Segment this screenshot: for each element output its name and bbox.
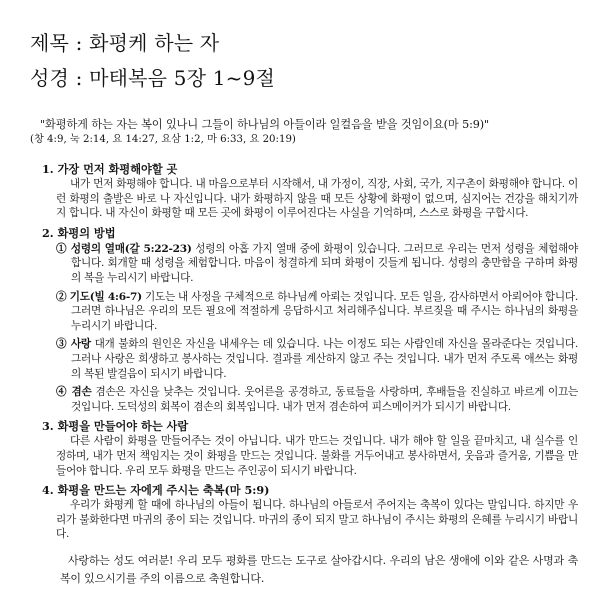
section-2 [30, 225, 578, 415]
method-text: 겸손은 자신을 낮추는 것입니다. 웃어른을 공경하고, 동료들을 사랑하며, 후배들을 진실하고 바르게 이끄는 것입니다. 도덕성의 회복이 겸손의 회복입니다. 내가 먼저 겸손하여 피스메이커가 되시기 바랍니다. [71, 386, 578, 413]
section-body: 내가 먼저 화평해야 합니다. 내 마음으로부터 시작해서, 내 가정이, 직장, 사회, 국가, 지구촌이 화평해야 합니다. 이런 화평의 출발은 바로 나 자신입니다. 내가 화평하지 않을 때 모든 상황에 화평이 없으며, 심지어는 건강을 해치기까지 합니다. 내 자신이 화평할 때 모든 곳에 화평이 이루어진다는 사실을 기억하며, 스스로 화평을 구합시다. [56, 178, 578, 220]
section-title: 4. 화평을 만드는 자에게 주시는 축복(마 5:9) [42, 483, 270, 498]
section-body: 우리가 화평케 할 때에 하나님의 아들이 됩니다. 하나님의 아들로서 주어지는 축복이 있다는 말입니다. 하지만 우리가 불화한다면 마귀의 종이 되는 것입니다. 마귀의 종이 되지 말고 하나님이 주시는 화평의 은혜를 누리시기 바랍니다. [56, 499, 578, 541]
sermon-title: 제목 : 화평케 하는 자 [30, 31, 220, 55]
section-title: 2. 화평의 방법 [42, 225, 116, 240]
method-label: ③ 사랑 [56, 338, 91, 351]
method-label: ② 기도(빌 4:6-7) [56, 290, 142, 303]
key-verse: "화평하게 하는 자는 복이 있나니 그들이 하나님의 아들이라 일컬음을 받을 것임이요(마 5:9)" [40, 118, 490, 131]
section-1 [30, 161, 578, 221]
section-body: 다른 사람이 화평을 만들어주는 것이 아닙니다. 내가 만드는 것입니다. 내가 해야 할 일을 끝마치고, 내 실수를 인정하며, 내가 먼저 책임지는 것이 화평을 만드는 것입니다. 불화를 거두어내고 봉사하면서, 웃음과 즐거움, 기쁨을 만들어야 합니다. 우리 모두 화평을 만드는 주인공이 되시기 바랍니다. [56, 435, 578, 477]
method-text: 기도는 내 사정을 구체적으로 하나님께 아뢰는 것입니다. 모든 일을, 감사하면서 아뢰어야 합니다. 그러면 하나님은 우리의 모든 필요에 적절하게 응답하시고 처리해주십니다. 부르짖을 때 주시는 하나님의 화평을 누리시기 바랍니다. [71, 290, 578, 332]
section-title: 1. 가장 먼저 화평해야할 곳 [42, 162, 178, 176]
closing-paragraph: 사랑하는 성도 여러분! 우리 모두 평화를 만드는 도구로 살아갑시다. 우리의 남은 생애에 이와 같은 사명과 축복이 있으시기를 주의 이름으로 축원합니다. [60, 553, 578, 585]
section-4 [30, 482, 578, 542]
method-item [56, 337, 578, 381]
cross-references: (창 4:9, 눅 2:14, 요 14:27, 요삼 1:2, 마 6:33, 요 20:19) [30, 134, 296, 145]
method-text: 대개 불화의 원인은 자신을 내세우는 데 있습니다. 나는 이정도 되는 사람인데 자신을 몰라준다는 것입니다. 그러나 사랑은 희생하고 봉사하는 것입니다. 결과를 계산하지 않고 주는 것입니다. 내가 먼저 주도록 애쓰는 화평의 복된 발걸음이 되시기 바랍니다. [71, 338, 579, 380]
method-text: 성령의 아홉 가지 열매 중에 화평이 있습니다. 그러므로 우리는 먼저 성령을 체험해야 합니다. 회개할 때 성령을 체험합니다. 마음이 청결하게 되며 화평이 깃들게 됩니다. 성령의 충만함을 구하며 화평의 복을 누리시기 바랍니다. [71, 242, 579, 284]
scripture-reference: 성경 : 마태복음 5장 1~9절 [30, 66, 276, 90]
method-item [56, 290, 578, 334]
method-item [56, 242, 578, 286]
method-label: ① 성령의 열매(갈 5:22-23) [56, 242, 192, 255]
method-item [56, 385, 578, 414]
section-3 [30, 418, 578, 478]
method-label: ④ 겸손 [56, 386, 92, 399]
section-title: 3. 화평을 만들어야 하는 사람 [42, 419, 189, 434]
